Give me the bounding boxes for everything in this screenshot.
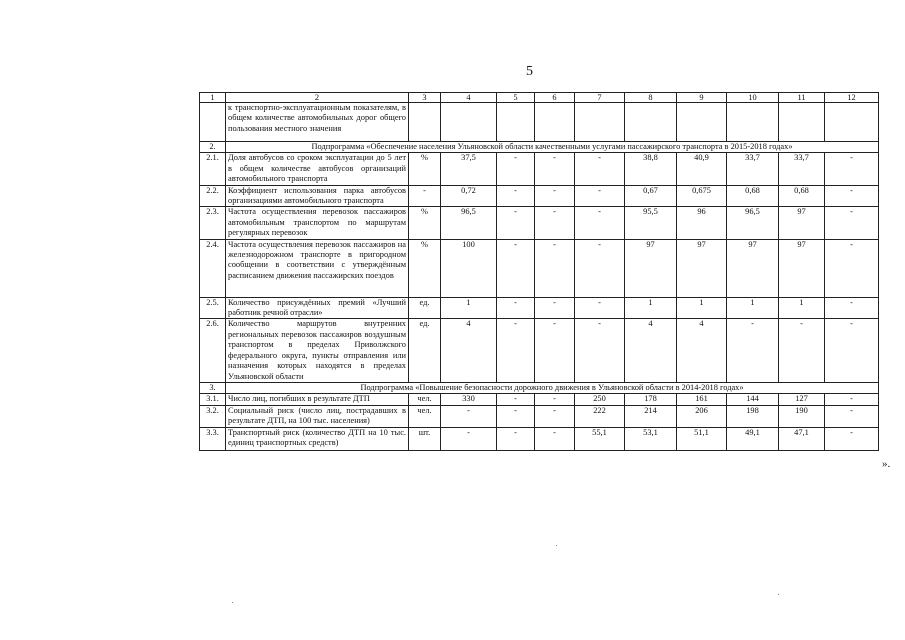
value-cell: - [535,394,575,405]
indicator-name-cell: Количество маршрутов внутренних региональных перевозок пассажиров воздушным транспортом в пределах Приволжского федерального округа, пункты отправления или назначения которых находятся в пределах Ульяновской области [226,319,409,382]
unit-cell: % [409,207,441,239]
header-cell: 4 [441,93,497,103]
value-cell: - [825,185,879,207]
row-number-cell: 3. [200,382,226,393]
row-number-cell: 2.1. [200,153,226,185]
unit-cell: % [409,239,441,297]
value-cell: 0,68 [727,185,779,207]
unit-cell: чел. [409,405,441,427]
value-cell: 127 [779,394,825,405]
value-cell: 95,5 [625,207,677,239]
row-number-cell: 2.5. [200,297,226,319]
value-cell: - [497,185,535,207]
value-cell: 38,8 [625,153,677,185]
value-cell: 144 [727,394,779,405]
row-number-cell: 2.2. [200,185,226,207]
indicator-name-cell: Транспортный риск (количество ДТП на 10 тыс. единиц транспортных средств) [226,427,409,450]
table-row [200,239,879,297]
value-cell: 33,7 [727,153,779,185]
value-cell: 53,1 [625,427,677,450]
indicator-name-cell: Частота осуществления перевозок пассажиров на железнодорожном транспорте в пригородном сообщении в соответствии с утверждённым расписанием движения пассажирских поездов [226,239,409,297]
value-cell: - [825,297,879,319]
indicator-name-cell: к транспортно-эксплуатационным показателям, в общем количестве автомобильных дорог общего пользования местного значения [226,103,409,142]
value-cell: - [575,153,625,185]
row-number-cell: 2. [200,142,226,153]
value-cell: 96,5 [727,207,779,239]
value-cell: - [535,297,575,319]
value-cell [727,103,779,142]
value-cell: 161 [677,394,727,405]
header-cell: 7 [575,93,625,103]
value-cell: 214 [625,405,677,427]
indicator-name-cell: Коэффициент использования парка автобусов организациями автомобильного транспорта [226,185,409,207]
header-cell: 6 [535,93,575,103]
value-cell: 330 [441,394,497,405]
unit-cell: ед. [409,297,441,319]
table-row [200,405,879,427]
value-cell: - [497,319,535,382]
unit-cell: ед. [409,319,441,382]
row-number-cell: 3.1. [200,394,226,405]
value-cell: 1 [441,297,497,319]
value-cell: - [497,405,535,427]
subprogram-title-cell: Подпрограмма «Обеспечение населения Ульяновской области качественными услугами пассажирского транспорта в 2015-2018 годах» [226,142,879,153]
value-cell: - [497,297,535,319]
value-cell: - [535,319,575,382]
value-cell: - [825,319,879,382]
indicators-table [199,92,879,451]
subprogram-row [200,142,879,153]
value-cell: - [497,153,535,185]
value-cell: 37,5 [441,153,497,185]
value-cell: 1 [677,297,727,319]
value-cell: - [825,153,879,185]
value-cell: 96 [677,207,727,239]
value-cell: - [575,239,625,297]
indicator-name-cell: Количество присуждённых премий «Лучший работник речной отрасли» [226,297,409,319]
value-cell: 1 [727,297,779,319]
value-cell [497,103,535,142]
indicator-name-cell: Частота осуществления перевозок пассажиров автомобильным транспортом по маршрутам регулярных перевозок [226,207,409,239]
value-cell: - [825,427,879,450]
indicator-name-cell: Социальный риск (число лиц, пострадавших в результате ДТП, на 100 тыс. населения) [226,405,409,427]
table-row [200,207,879,239]
value-cell: 97 [727,239,779,297]
table-row [200,103,879,142]
row-number-cell [200,103,226,142]
header-cell: 1 [200,93,226,103]
header-cell: 10 [727,93,779,103]
value-cell: - [535,185,575,207]
value-cell: - [825,394,879,405]
indicator-name-cell: Число лиц, погибших в результате ДТП [226,394,409,405]
value-cell: - [825,405,879,427]
value-cell: - [575,297,625,319]
value-cell: - [497,239,535,297]
closing-quote-mark: ». [882,458,891,470]
value-cell [779,103,825,142]
table-body [200,93,879,451]
indicator-name-cell: Доля автобусов со сроком эксплуатации до 5 лет в общем количестве автобусов организаций автомобильного транспорта [226,153,409,185]
table-row [200,319,879,382]
value-cell: 222 [575,405,625,427]
value-cell: 49,1 [727,427,779,450]
row-number-cell: 2.3. [200,207,226,239]
scan-speck [232,602,233,603]
value-cell: - [535,239,575,297]
value-cell: 198 [727,405,779,427]
value-cell: 0,67 [625,185,677,207]
value-cell: 4 [677,319,727,382]
value-cell: 97 [625,239,677,297]
header-cell: 3 [409,93,441,103]
value-cell: - [575,319,625,382]
value-cell: - [497,427,535,450]
value-cell: 1 [779,297,825,319]
unit-cell: - [409,185,441,207]
value-cell [625,103,677,142]
value-cell [825,103,879,142]
scan-speck [778,594,779,595]
value-cell: - [535,427,575,450]
row-number-cell: 3.3. [200,427,226,450]
value-cell: - [727,319,779,382]
value-cell [575,103,625,142]
value-cell: 97 [779,207,825,239]
value-cell: 0,72 [441,185,497,207]
subprogram-row [200,382,879,393]
value-cell [677,103,727,142]
value-cell: - [497,394,535,405]
header-cell: 11 [779,93,825,103]
unit-cell: чел. [409,394,441,405]
header-cell: 9 [677,93,727,103]
value-cell: 178 [625,394,677,405]
value-cell: 1 [625,297,677,319]
value-cell: 55,1 [575,427,625,450]
value-cell: 96,5 [441,207,497,239]
value-cell: 4 [441,319,497,382]
value-cell: 97 [677,239,727,297]
value-cell: 100 [441,239,497,297]
value-cell: - [497,207,535,239]
table-row [200,153,879,185]
row-number-cell: 2.6. [200,319,226,382]
value-cell: - [535,153,575,185]
value-cell: 51,1 [677,427,727,450]
value-cell: 40,9 [677,153,727,185]
header-cell: 8 [625,93,677,103]
value-cell: - [575,207,625,239]
value-cell: - [535,405,575,427]
value-cell: - [825,207,879,239]
row-number-cell: 2.4. [200,239,226,297]
scan-speck [556,545,557,546]
value-cell: 47,1 [779,427,825,450]
value-cell [535,103,575,142]
header-row [200,93,879,103]
value-cell: - [825,239,879,297]
page-number: 5 [526,64,533,79]
row-number-cell: 3.2. [200,405,226,427]
header-cell: 5 [497,93,535,103]
value-cell: 97 [779,239,825,297]
value-cell: 0,675 [677,185,727,207]
unit-cell: шт. [409,427,441,450]
value-cell: - [441,405,497,427]
unit-cell: % [409,153,441,185]
header-cell: 12 [825,93,879,103]
value-cell: 250 [575,394,625,405]
unit-cell [409,103,441,142]
value-cell: - [535,207,575,239]
value-cell: 190 [779,405,825,427]
value-cell: 0,68 [779,185,825,207]
value-cell [441,103,497,142]
value-cell: 4 [625,319,677,382]
table-row [200,394,879,405]
value-cell: 206 [677,405,727,427]
table-row [200,185,879,207]
header-cell: 2 [226,93,409,103]
value-cell: 33,7 [779,153,825,185]
value-cell: - [779,319,825,382]
value-cell: - [441,427,497,450]
value-cell: - [575,185,625,207]
table-row [200,427,879,450]
table-row [200,297,879,319]
subprogram-title-cell: Подпрограмма «Повышение безопасности дорожного движения в Ульяновской области в 2014-2018 годах» [226,382,879,393]
